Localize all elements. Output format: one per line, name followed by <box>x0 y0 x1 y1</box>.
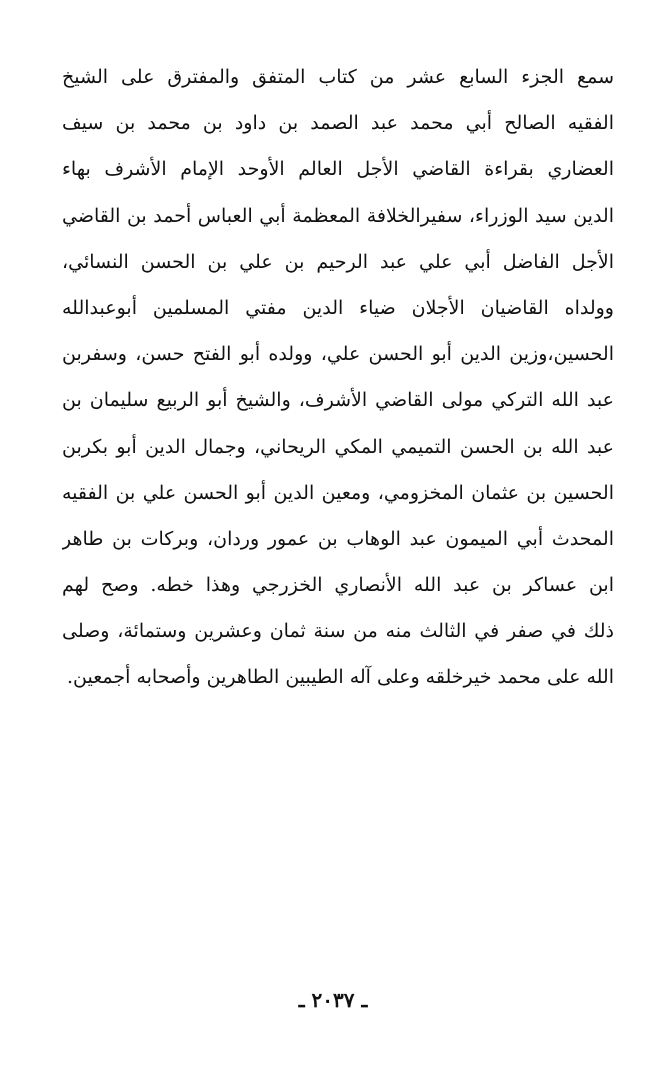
page-number: ـ ٢٠٣٧ ـ <box>298 988 368 1012</box>
text-line: سمع الجزء السابع عشر من كتاب المتفق والمفترق على الشيخ <box>62 66 614 88</box>
text-line: الدين سيد الوزراء، سفيرالخلافة المعظمة أبي العباس أحمد بن القاضي <box>62 204 614 227</box>
text-line: عبد الله التركي مولى القاضي الأشرف، والشيخ أبو الربيع سليمان بن <box>62 389 614 412</box>
text-line: ذلك في صفر في الثالث منه من سنة ثمان وعشرين وستمائة، وصلى <box>62 620 614 643</box>
text-line: العضاري بقراءة القاضي الأجل العالم الأوحد الإمام الأشرف بهاء <box>62 158 614 181</box>
text-line: ابن عساكر بن عبد الله الأنصاري الخزرجي وهذا خطه. وصح لهم <box>62 574 614 597</box>
text-line: المحدث أبي الميمون عبد الوهاب بن عمور وردان، وبركات بن طاهر <box>62 527 614 550</box>
text-line: الله على محمد خيرخلقه وعلى آله الطيبين الطاهرين وأصحابه أجمعين. <box>67 666 614 689</box>
text-line: وولداه القاضيان الأجلان ضياء الدين مفتي المسلمين أبوعبدالله <box>62 296 614 319</box>
text-line: عبد الله بن الحسن التميمي المكي الريحاني، وجمال الدين أبو بكربن <box>62 435 614 458</box>
colophon-text <box>62 54 614 701</box>
text-line: الفقيه الصالح أبي محمد عبد الصمد بن داود بن محمد بن سيف <box>62 112 614 135</box>
text-line: الأجل الفاضل أبي علي عبد الرحيم بن علي بن الحسن النسائي، <box>62 250 614 273</box>
text-line: الحسين،وزين الدين أبو الحسن علي، وولده أبو الفتح حسن، وسفربن <box>62 343 614 366</box>
text-line: الحسين بن عثمان المخزومي، ومعين الدين أبو الحسن علي بن الفقيه <box>62 481 614 504</box>
